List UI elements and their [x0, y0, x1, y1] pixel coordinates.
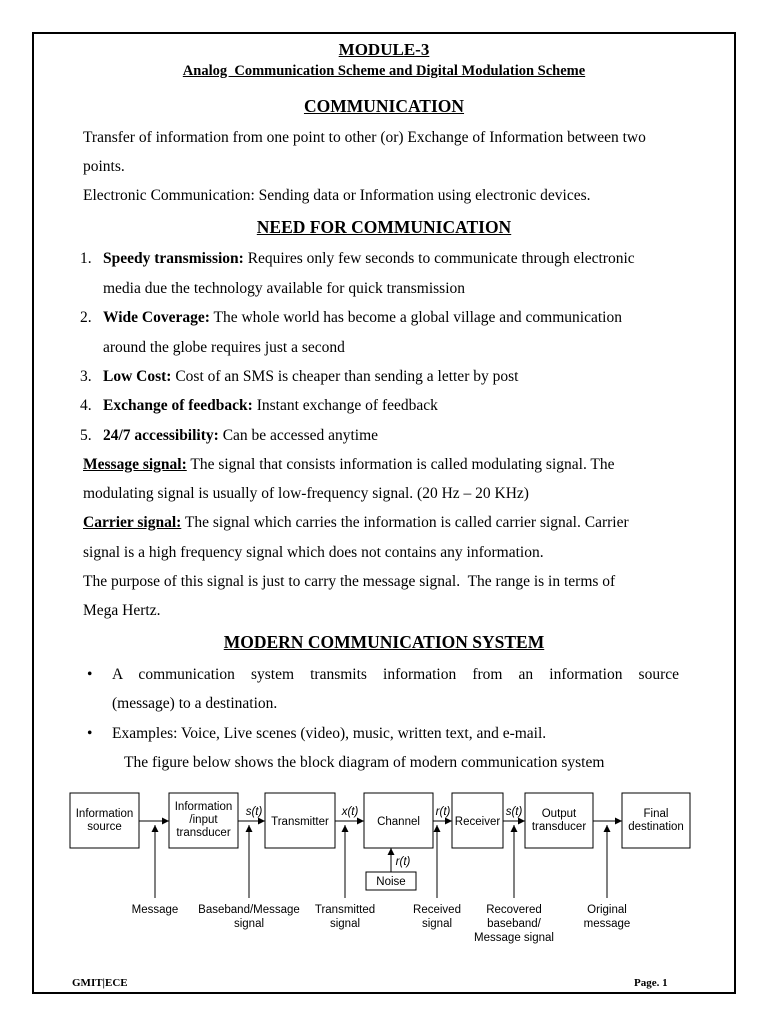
module-subtitle: Analog Communication Scheme and Digital Modulation Scheme [182, 63, 586, 79]
signal-label-s-t: s(t) [245, 806, 263, 818]
list-item-continuation: media due the technology available for quick transmission [103, 280, 465, 297]
channel-label: Channel [377, 816, 420, 828]
caption-original: message [583, 918, 631, 930]
module-title: MODULE-3 [338, 40, 430, 59]
bullet-marker: • [87, 666, 93, 683]
output-transducer-label: Output [541, 808, 577, 820]
list-item-text: Cost of an SMS is cheaper than sending a letter by post [171, 368, 519, 385]
list-item-number: 2. [80, 309, 92, 326]
list-item-bold-label: Wide Coverage: [103, 309, 210, 326]
purpose-line2: Mega Hertz. [83, 602, 161, 619]
caption-transmitted: signal [329, 918, 361, 930]
message-signal-line2: modulating signal is usually of low-frequency signal. (20 Hz – 20 KHz) [83, 485, 529, 502]
caption-baseband: Baseband/Message [198, 904, 300, 916]
list-item-number: 5. [80, 427, 92, 444]
info-source-label: source [87, 821, 122, 833]
output-transducer-label: transducer [531, 821, 587, 833]
noise-label: Noise [376, 876, 406, 888]
footer-left: GMIT|ECE [72, 977, 128, 989]
footer-page-number: Page. 1 [634, 977, 668, 989]
list-item-text: Requires only few seconds to communicate through electronic [243, 250, 635, 267]
electronic-communication-definition: Electronic Communication: Sending data or Information using electronic devices. [83, 187, 591, 204]
purpose-line1: The purpose of this signal is just to carry the message signal. The range is in terms of [83, 573, 616, 590]
signal-label-r-t: r(t) [435, 806, 451, 818]
list-item-bold-label: Exchange of feedback: [103, 397, 253, 414]
list-item-number: 4. [80, 397, 92, 414]
caption-received: Received [413, 904, 461, 916]
caption-baseband: signal [233, 918, 265, 930]
message-signal-label: Message signal: [83, 456, 187, 473]
section-title-communication: COMMUNICATION [303, 96, 465, 116]
list-item-text: Can be accessed anytime [218, 427, 379, 444]
list-item-bold-label: Speedy transmission: [103, 250, 244, 267]
input-transducer-label: transducer [176, 827, 231, 839]
list-item-number: 1. [80, 250, 92, 267]
caption-received: signal [421, 918, 453, 930]
list-item-bold-label: 24/7 accessibility: [103, 427, 219, 444]
bullet-2: Examples: Voice, Live scenes (video), music, written text, and e-mail. [112, 725, 547, 742]
section-title-need: NEED FOR COMMUNICATION [256, 217, 512, 237]
signal-label-x-t: x(t) [341, 806, 359, 818]
bullet-marker: • [87, 725, 93, 742]
carrier-signal-text: The signal which carries the information is called carrier signal. Carrier [181, 514, 629, 531]
caption-message: Message [131, 904, 179, 916]
receiver-label: Receiver [454, 816, 501, 828]
info-source-label: Information [75, 808, 134, 820]
final-destination-label: destination [628, 821, 684, 833]
figure-caption: The figure below shows the block diagram of modern communication system [124, 754, 605, 771]
caption-recovered: Recovered [486, 904, 542, 916]
section-title-modern: MODERN COMMUNICATION SYSTEM [223, 632, 545, 652]
communication-definition-line2: points. [83, 158, 125, 175]
carrier-signal-line2: signal is a high frequency signal which does not contains any information. [83, 544, 544, 561]
input-transducer-label: Information [174, 801, 233, 813]
list-item-text: The whole world has become a global village and communication [209, 309, 622, 326]
signal-label-noise-r-t: r(t) [395, 856, 411, 868]
caption-recovered: Message signal [474, 932, 554, 944]
list-item-continuation: around the globe requires just a second [103, 339, 345, 356]
carrier-signal-label: Carrier signal: [83, 514, 182, 531]
list-item-text: Instant exchange of feedback [252, 397, 438, 414]
input-transducer-label: /input [189, 814, 218, 826]
caption-original: Original [587, 904, 627, 916]
transmitter-label: Transmitter [271, 816, 329, 828]
bullet-1-line1: A communication system transmits information from an information source [112, 666, 679, 683]
communication-definition-line1: Transfer of information from one point to other (or) Exchange of Information between two [83, 129, 646, 146]
final-destination-label: Final [643, 808, 669, 820]
caption-recovered: baseband/ [487, 918, 541, 930]
list-item-bold-label: Low Cost: [103, 368, 172, 385]
list-item-number: 3. [80, 368, 92, 385]
bullet-1-line2: (message) to a destination. [112, 695, 278, 712]
message-signal-text: The signal that consists information is called modulating signal. The [186, 456, 615, 473]
signal-label-s-t-out: s(t) [505, 806, 523, 818]
caption-transmitted: Transmitted [314, 904, 376, 916]
